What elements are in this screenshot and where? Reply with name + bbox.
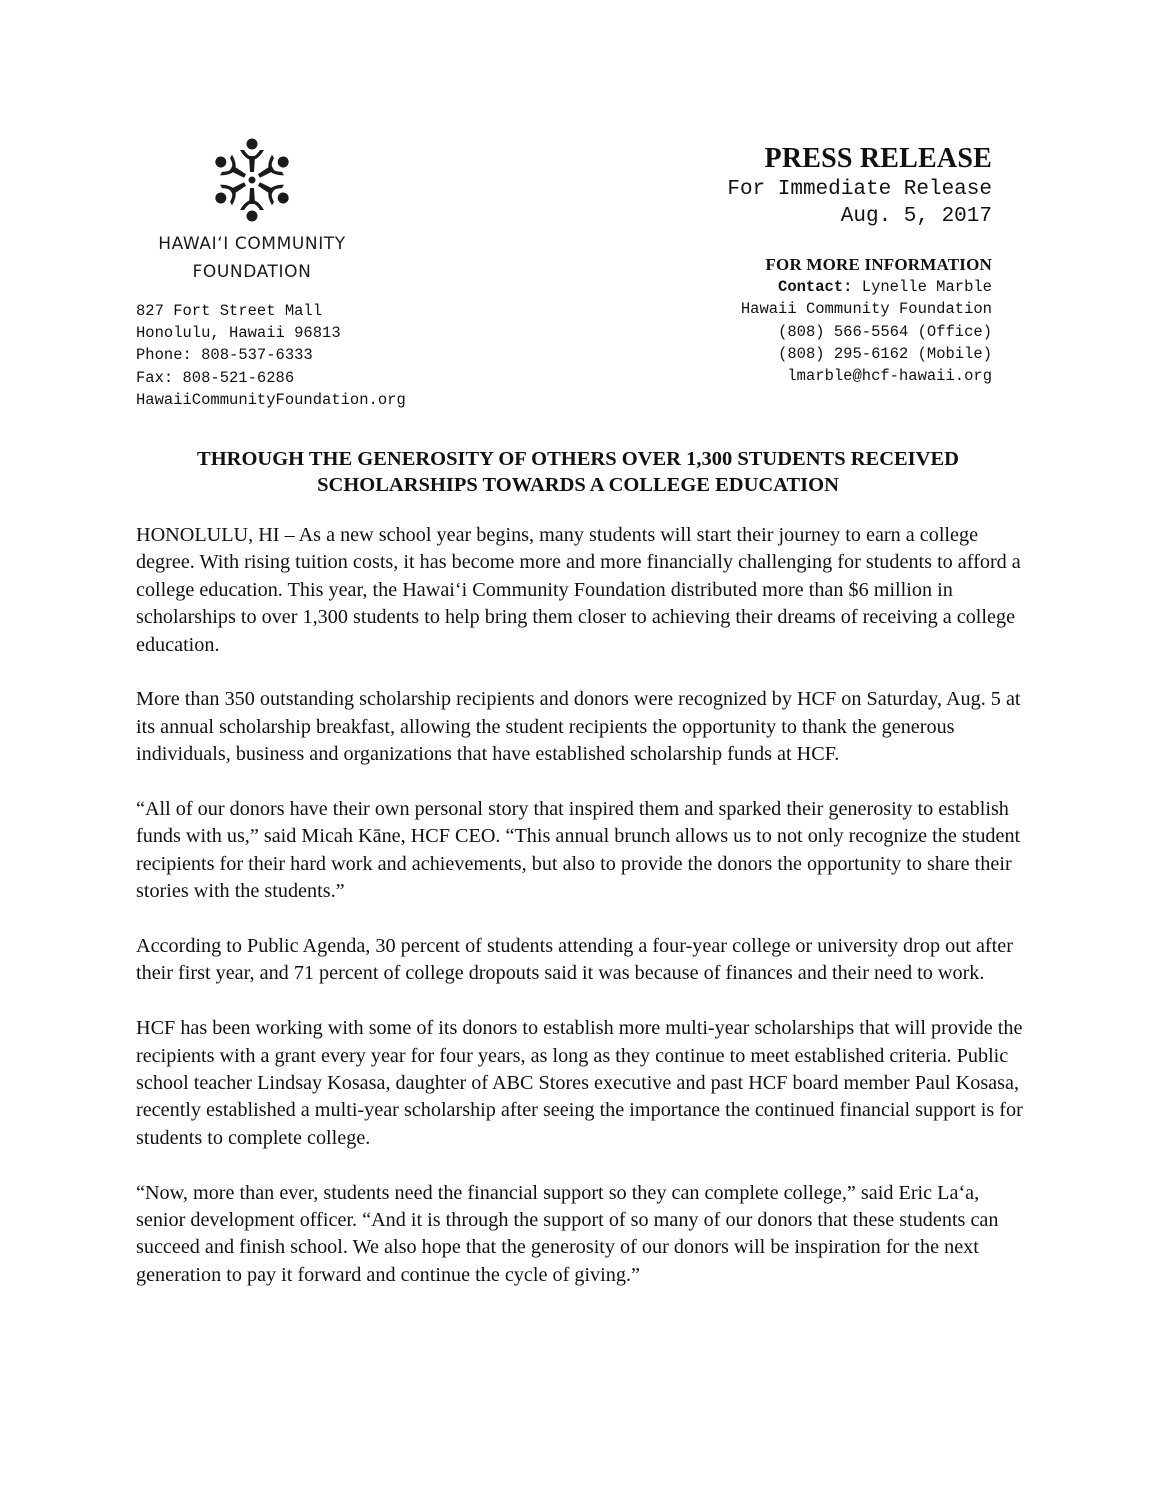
- organization-address: [136, 300, 406, 411]
- contact-heading: FOR MORE INFORMATION: [765, 255, 992, 274]
- address-website: HawaiiCommunityFoundation.org: [136, 390, 406, 409]
- headline: [136, 446, 1020, 498]
- hcf-emblem-icon: [202, 130, 302, 230]
- paragraph: More than 350 outstanding scholarship recipients and donors were recognized by HCF on Saturday, Aug. 5 at its annual scholarship breakfast, allowing the student recipients the opportunity to thank the generous individuals, business and organizations that have established scholarship funds at HCF.: [136, 688, 1021, 766]
- address-street: 827 Fort Street Mall: [136, 302, 323, 320]
- contact-block: [741, 254, 992, 387]
- contact-name: Lynelle Marble: [861, 278, 992, 297]
- contact-line: [741, 276, 992, 298]
- release-header: [727, 142, 992, 230]
- release-date: Aug. 5, 2017: [840, 205, 992, 228]
- address-fax: Fax: 808-521-6286: [136, 368, 295, 387]
- release-status: For Immediate Release: [727, 178, 992, 201]
- paragraph: HONOLULU, HI – As a new school year begins, many students will start their journey to earn a college degree. With rising tuition costs, it has become more and more financially challenging for students to afford a college education. This year, the Hawaiʻi Community Foundation distributed more than $6 million in scholarships to over 1,300 students to help bring them closer to achieving their dreams of receiving a college education.: [136, 524, 1021, 656]
- contact-mobile-phone: (808) 295-6162 (Mobile): [778, 344, 992, 363]
- press-release-title: PRESS RELEASE: [764, 143, 992, 174]
- headline-line1: THROUGH THE GENEROSITY OF OTHERS OVER 1,300 STUDENTS RECEIVED: [197, 448, 959, 470]
- logo-wordmark-line1: HAWAIʻI COMMUNITY: [158, 234, 346, 254]
- paragraph: “All of our donors have their own personal story that inspired them and sparked their generosity to establish funds with us,” said Micah Kāne, HCF CEO. “This annual brunch allows us to not only recognize the student recipients for their hard work and achievements, but also to provide the donors the opportunity to share their stories with the students.”: [136, 798, 1021, 903]
- headline-line2: SCHOLARSHIPS TOWARDS A COLLEGE EDUCATION: [317, 474, 839, 496]
- contact-email: lmarble@hcf-hawaii.org: [787, 367, 992, 386]
- contact-label: Contact:: [778, 278, 853, 297]
- contact-org: Hawaii Community Foundation: [740, 300, 992, 319]
- contact-office-phone: (808) 566-5564 (Office): [778, 322, 992, 341]
- address-city: Honolulu, Hawaii 96813: [136, 324, 341, 343]
- paragraph: According to Public Agenda, 30 percent of students attending a four-year college or university drop out after their first year, and 71 percent of college dropouts said it was because of finances and their need to work.: [136, 935, 1013, 985]
- paragraph: “Now, more than ever, students need the financial support so they can complete college,” said Eric Laʻa, senior development officer. “And it is through the support of so many of our donors that these students can succeed and finish school. We also hope that the generosity of our donors will be inspiration for the next generation to pay it forward and continue the cycle of giving.”: [136, 1181, 999, 1286]
- address-phone: Phone: 808-537-6333: [136, 346, 313, 365]
- logo-wordmark-line2: FOUNDATION: [192, 262, 312, 282]
- article-body: [136, 522, 1026, 1317]
- paragraph: HCF has been working with some of its donors to establish more multi-year scholarships that will provide the recipients with a grant every year for four years, as long as they continue to meet established criteria. Public school teacher Lindsay Kosasa, daughter of ABC Stores executive and past HCF board member Paul Kosasa, recently established a multi-year scholarship after seeing the importance the continued financial support is for students to complete college.: [136, 1017, 1023, 1149]
